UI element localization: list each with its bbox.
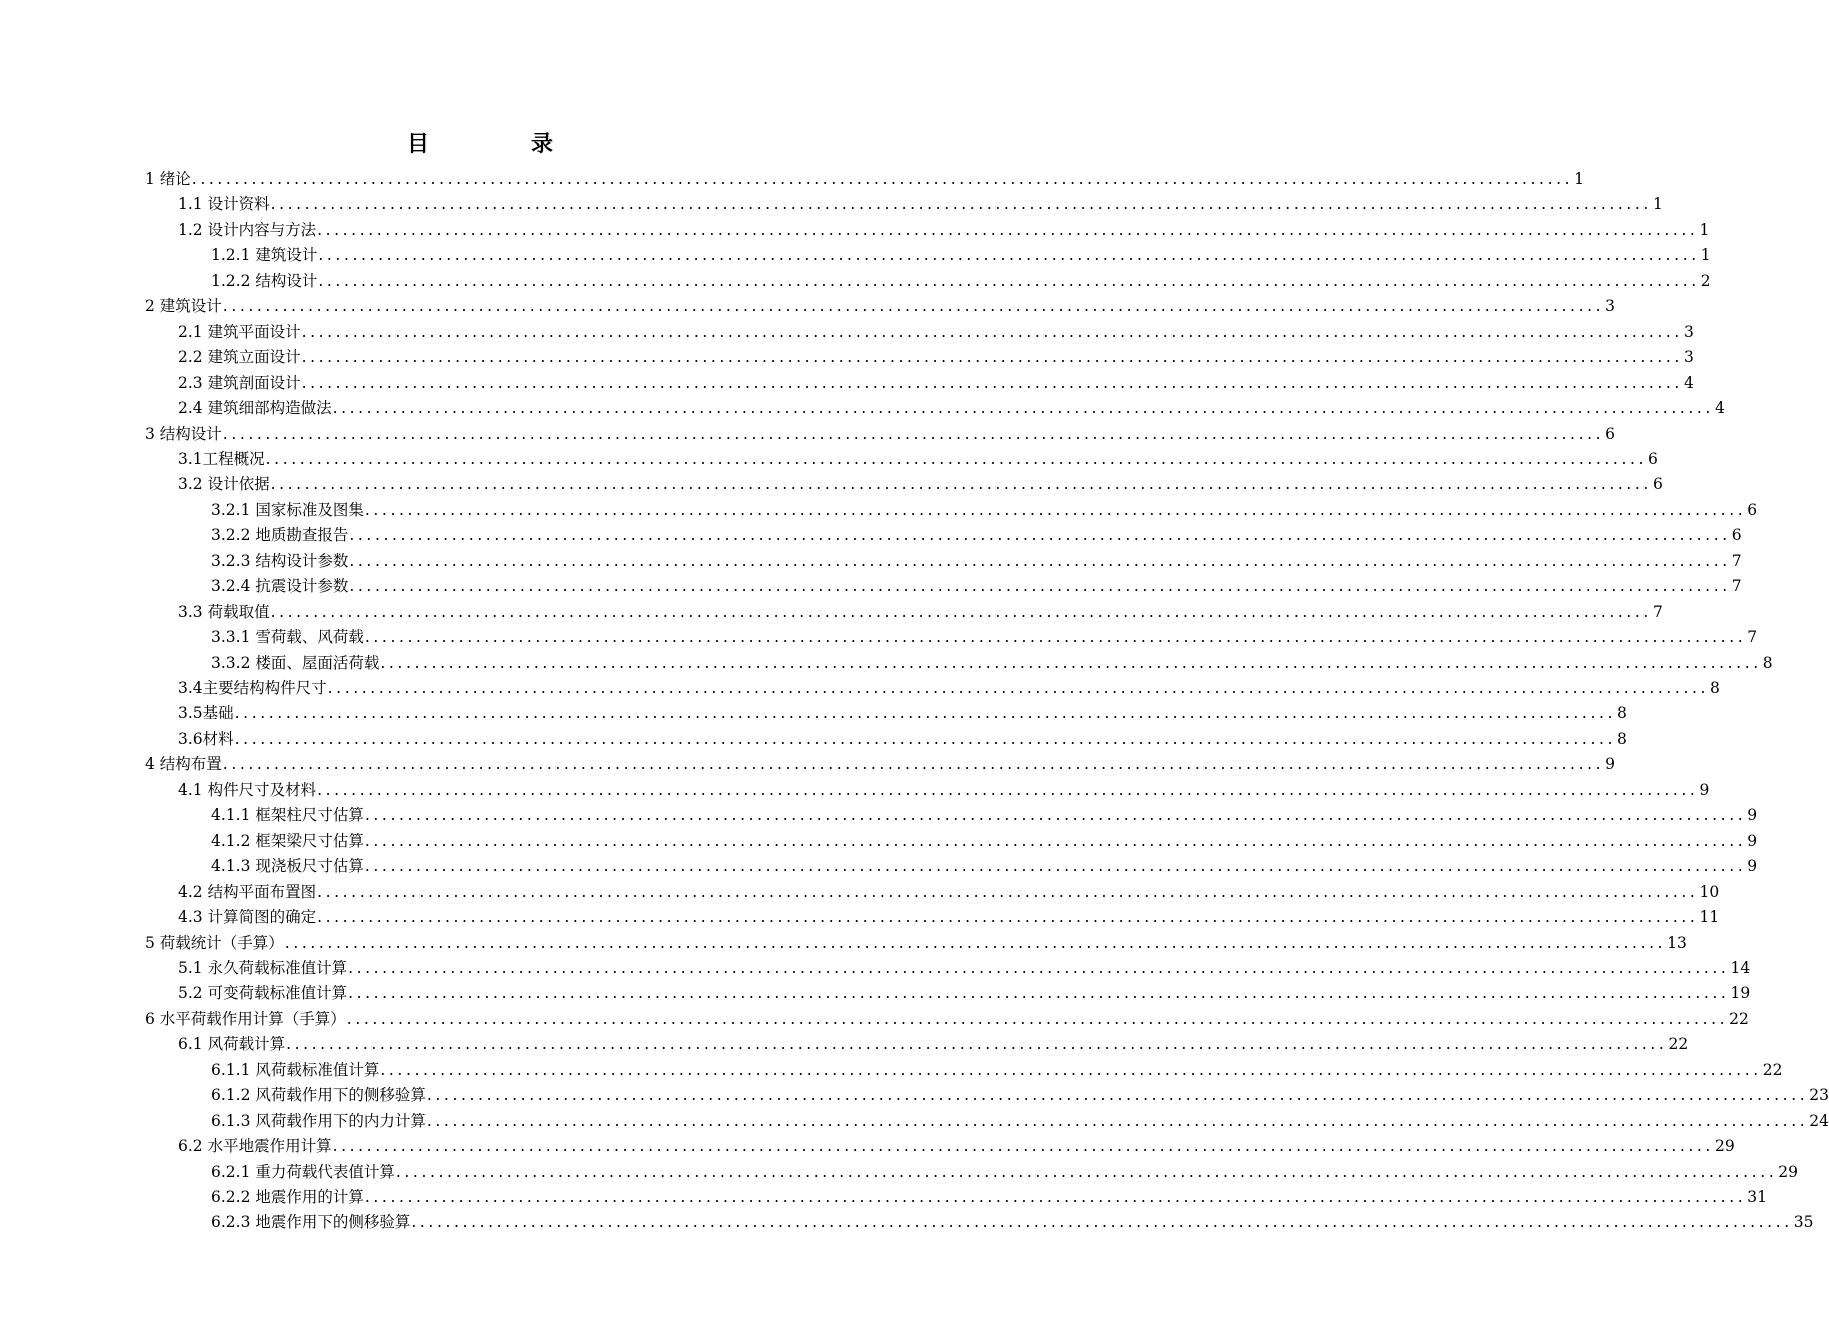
toc-entry-label: 6.2.3 地震作用下的侧移验算 <box>211 1213 411 1232</box>
toc-entry[interactable] <box>178 321 1694 343</box>
toc-entry-page-number: 2 <box>1700 271 1711 290</box>
toc-entry-label: 3.3 荷载取值 <box>178 602 270 621</box>
toc-entry[interactable] <box>178 881 1720 903</box>
toc-entry[interactable] <box>211 524 1742 546</box>
toc-entry[interactable] <box>211 652 1773 674</box>
toc-entry[interactable] <box>178 957 1751 979</box>
toc-entry-page-number: 22 <box>1762 1060 1783 1079</box>
toc-entry-page-number: 4 <box>1714 399 1725 418</box>
toc-entry-label: 4.1.3 现浇板尺寸估算 <box>211 857 364 876</box>
toc-entry-label: 4.1 构件尺寸及材料 <box>178 780 317 799</box>
toc-entry[interactable] <box>178 473 1663 495</box>
dot-leader: .................................................................................................................................................................. <box>349 551 1731 570</box>
toc-entry[interactable] <box>211 270 1711 292</box>
dot-leader: .................................................................................................................................................................. <box>349 526 1731 545</box>
toc-entry[interactable] <box>211 1186 1767 1208</box>
dot-leader: .................................................................................................................................................................. <box>317 908 1699 927</box>
toc-entry[interactable] <box>211 575 1742 597</box>
toc-entry-label: 3.1工程概况 <box>178 449 265 468</box>
toc-entry-page-number: 9 <box>1699 780 1710 799</box>
toc-entry-page-number: 24 <box>1809 1111 1829 1130</box>
toc-entry-page-number: 7 <box>1731 577 1742 596</box>
toc-entry-page-number: 6 <box>1652 475 1663 494</box>
toc-entry-page-number: 3 <box>1683 322 1694 341</box>
toc-entry[interactable] <box>211 1211 1814 1233</box>
toc-entry-label: 2.2 建筑立面设计 <box>178 348 301 367</box>
toc-entry-label: 6 水平荷载作用计算（手算） <box>145 1009 346 1028</box>
dot-leader: .................................................................................................................................................................. <box>265 449 1648 468</box>
toc-entry-page-number: 6 <box>1731 526 1742 545</box>
toc-entry-page-number: 29 <box>1778 1162 1798 1181</box>
toc-entry-page-number: 3 <box>1683 348 1694 367</box>
toc-entry-label: 1.1 设计资料 <box>178 195 270 214</box>
toc-entry-page-number: 6 <box>1747 500 1758 519</box>
dot-leader: .................................................................................................................................................................. <box>349 577 1731 596</box>
toc-entry-label: 3.2.1 国家标准及图集 <box>211 500 364 519</box>
dot-leader: .................................................................................................................................................................. <box>364 1188 1747 1206</box>
toc-entry-page-number: 29 <box>1714 1137 1735 1156</box>
dot-leader: .................................................................................................................................................................. <box>348 984 1730 1003</box>
toc-entry-label: 1.2.1 建筑设计 <box>211 246 318 265</box>
toc-entry-page-number: 1 <box>1574 170 1585 188</box>
dot-leader: .................................................................................................................................................................. <box>317 220 1699 239</box>
toc-entry[interactable] <box>178 906 1720 928</box>
toc-entry-page-number: 35 <box>1793 1213 1814 1232</box>
dot-leader: .................................................................................................................................................................. <box>286 1035 1668 1054</box>
dot-leader: .................................................................................................................................................................. <box>317 882 1699 901</box>
toc-entry[interactable] <box>178 372 1694 394</box>
dot-leader: .................................................................................................................................................................. <box>318 246 1700 265</box>
toc-entry[interactable] <box>211 244 1711 266</box>
toc-entry[interactable] <box>178 346 1694 368</box>
toc-entry[interactable] <box>178 728 1627 750</box>
toc-entry-page-number: 14 <box>1730 958 1751 977</box>
toc-entry-page-number: 13 <box>1667 933 1687 952</box>
toc-entry-page-number: 10 <box>1699 882 1720 901</box>
toc-entry-label: 2.4 建筑细部构造做法 <box>178 399 332 418</box>
dot-leader: .................................................................................................................................................................. <box>327 679 1710 697</box>
toc-entry-page-number: 22 <box>1729 1009 1749 1028</box>
dot-leader: .................................................................................................................................................................. <box>191 170 1574 188</box>
toc-entry-label: 4.3 计算简图的确定 <box>178 908 317 927</box>
toc-entry[interactable] <box>178 702 1627 724</box>
toc-entry[interactable] <box>211 1084 1829 1106</box>
dot-leader: .................................................................................................................................................................. <box>317 780 1699 799</box>
dot-leader: .................................................................................................................................................................. <box>318 271 1700 290</box>
toc-entry[interactable] <box>178 219 1710 241</box>
toc-entry[interactable] <box>211 1161 1798 1183</box>
toc-entry-label: 2.3 建筑剖面设计 <box>178 373 301 392</box>
toc-entry[interactable] <box>178 779 1710 801</box>
dot-leader: .................................................................................................................................................................. <box>380 653 1762 672</box>
dot-leader: .................................................................................................................................................................. <box>364 500 1747 519</box>
dot-leader: .................................................................................................................................................................. <box>346 1009 1729 1028</box>
dot-leader: .................................................................................................................................................................. <box>270 602 1652 621</box>
dot-leader: .................................................................................................................................................................. <box>395 1162 1778 1181</box>
toc-entry-label: 6.2 水平地震作用计算 <box>178 1137 332 1156</box>
toc-entry-page-number: 8 <box>1710 679 1720 697</box>
toc-entry-label: 6.2.2 地震作用的计算 <box>211 1188 364 1206</box>
toc-entry-label: 1.2.2 结构设计 <box>211 271 318 290</box>
dot-leader: .................................................................................................................................................................. <box>426 1086 1809 1105</box>
toc-entry-page-number: 8 <box>1617 704 1627 723</box>
dot-leader: .................................................................................................................................................................. <box>301 373 1683 392</box>
toc-entry-label: 4.1.2 框架梁尺寸估算 <box>211 831 364 850</box>
toc-entry-label: 3.2.2 地质勘查报告 <box>211 526 349 545</box>
toc-entry-page-number: 8 <box>1762 653 1773 672</box>
dot-leader: .................................................................................................................................................................. <box>284 933 1667 952</box>
toc-entry-label: 1.2 设计内容与方法 <box>178 220 317 239</box>
toc-entry[interactable] <box>145 1008 1749 1030</box>
dot-leader: .................................................................................................................................................................. <box>380 1060 1762 1079</box>
toc-entry-label: 3.2 设计依据 <box>178 475 270 494</box>
toc-entry-label: 3.2.3 结构设计参数 <box>211 551 349 570</box>
toc-entry-label: 3.2.4 抗震设计参数 <box>211 577 349 596</box>
toc-entry[interactable] <box>211 1110 1829 1132</box>
dot-leader: .................................................................................................................................................................. <box>301 348 1683 367</box>
toc-entry-page-number: 19 <box>1730 984 1751 1003</box>
dot-leader: .................................................................................................................................................................. <box>270 475 1652 494</box>
toc-entry-label: 3.6材料 <box>178 729 234 748</box>
dot-leader: .................................................................................................................................................................. <box>364 857 1747 876</box>
toc-entry[interactable] <box>145 423 1616 445</box>
toc-entry[interactable] <box>178 397 1725 419</box>
toc-entry-label: 3 结构设计 <box>145 424 222 443</box>
dot-leader: .................................................................................................................................................................. <box>222 755 1605 774</box>
toc-entry-label: 4.1.1 框架柱尺寸估算 <box>211 806 364 825</box>
toc-entry-page-number: 9 <box>1747 831 1758 850</box>
toc-entry[interactable] <box>178 601 1663 623</box>
toc-entry-page-number: 11 <box>1699 908 1720 927</box>
toc-entry[interactable] <box>211 804 1758 826</box>
toc-entry[interactable] <box>145 932 1687 954</box>
toc-entry[interactable] <box>145 295 1616 317</box>
toc-entry-label: 6.1.3 风荷载作用下的内力计算 <box>211 1111 426 1130</box>
toc-entry[interactable] <box>178 448 1658 470</box>
dot-leader: .................................................................................................................................................................. <box>364 831 1747 850</box>
dot-leader: .................................................................................................................................................................. <box>426 1111 1809 1130</box>
toc-entry-page-number: 1 <box>1699 220 1710 239</box>
toc-entry-label: 3.4主要结构构件尺寸 <box>178 679 327 697</box>
toc-entry[interactable] <box>211 626 1758 648</box>
toc-entry-page-number: 7 <box>1747 628 1758 647</box>
toc-entry[interactable] <box>178 1033 1689 1055</box>
toc-entry-page-number: 23 <box>1809 1086 1829 1105</box>
toc-entry-label: 3.3.2 楼面、屋面活荷载 <box>211 653 380 672</box>
toc-entry[interactable] <box>178 193 1663 215</box>
toc-title: 目 录 <box>406 132 593 157</box>
toc-entry-page-number: 9 <box>1747 806 1758 825</box>
toc-entry-label: 3.5基础 <box>178 704 234 723</box>
dot-leader: .................................................................................................................................................................. <box>222 424 1605 443</box>
toc-entry-label: 6.1 风荷载计算 <box>178 1035 286 1054</box>
dot-leader: .................................................................................................................................................................. <box>234 704 1617 723</box>
toc-entry-label: 5.2 可变荷载标准值计算 <box>178 984 348 1003</box>
toc-entry[interactable] <box>211 855 1758 877</box>
toc-entry[interactable] <box>178 982 1751 1004</box>
toc-entry-label: 5 荷载统计（手算） <box>145 933 284 952</box>
dot-leader: .................................................................................................................................................................. <box>364 628 1747 647</box>
toc-entry-label: 2.1 建筑平面设计 <box>178 322 301 341</box>
toc-entry-label: 5.1 永久荷载标准值计算 <box>178 958 348 977</box>
toc-entry[interactable] <box>178 677 1720 699</box>
dot-leader: .................................................................................................................................................................. <box>301 322 1683 341</box>
dot-leader: .................................................................................................................................................................. <box>348 958 1730 977</box>
toc-entry-page-number: 22 <box>1668 1035 1689 1054</box>
dot-leader: .................................................................................................................................................................. <box>332 399 1714 418</box>
toc-entry-label: 4.2 结构平面布置图 <box>178 882 317 901</box>
toc-entry-label: 2 建筑设计 <box>145 297 222 316</box>
toc-entry-page-number: 3 <box>1605 297 1616 316</box>
dot-leader: .................................................................................................................................................................. <box>270 195 1652 214</box>
toc-entry-label: 6.1.1 风荷载标准值计算 <box>211 1060 380 1079</box>
toc-entry[interactable] <box>178 1135 1735 1157</box>
toc-entry-label: 1 绪论 <box>145 170 191 188</box>
toc-entry-page-number: 1 <box>1700 246 1711 265</box>
toc-entry-page-number: 7 <box>1652 602 1663 621</box>
toc-entry-label: 6.2.1 重力荷载代表值计算 <box>211 1162 395 1181</box>
toc-entry-page-number: 6 <box>1605 424 1616 443</box>
dot-leader: .................................................................................................................................................................. <box>234 729 1617 748</box>
toc-entry-page-number: 4 <box>1683 373 1694 392</box>
dot-leader: .................................................................................................................................................................. <box>222 297 1605 316</box>
toc-entry-page-number: 9 <box>1747 857 1758 876</box>
dot-leader: .................................................................................................................................................................. <box>411 1213 1793 1232</box>
toc-entry-page-number: 8 <box>1617 729 1627 748</box>
dot-leader: .................................................................................................................................................................. <box>364 806 1747 825</box>
toc-entry[interactable] <box>145 168 1585 190</box>
toc-entry[interactable] <box>211 1059 1783 1081</box>
toc-entry-page-number: 1 <box>1652 195 1663 214</box>
toc-entry-page-number: 31 <box>1747 1188 1767 1206</box>
toc-entry-page-number: 6 <box>1648 449 1658 468</box>
toc-entry-label: 3.3.1 雪荷载、风荷载 <box>211 628 364 647</box>
toc-entry[interactable] <box>211 550 1742 572</box>
toc-entry[interactable] <box>145 753 1616 775</box>
toc-entry-label: 4 结构布置 <box>145 755 222 774</box>
toc-entry-page-number: 9 <box>1605 755 1616 774</box>
toc-entry[interactable] <box>211 499 1758 521</box>
dot-leader: .................................................................................................................................................................. <box>332 1137 1714 1156</box>
toc-entry-label: 6.1.2 风荷载作用下的侧移验算 <box>211 1086 426 1105</box>
toc-entry[interactable] <box>211 830 1758 852</box>
toc-entry-page-number: 7 <box>1731 551 1742 570</box>
